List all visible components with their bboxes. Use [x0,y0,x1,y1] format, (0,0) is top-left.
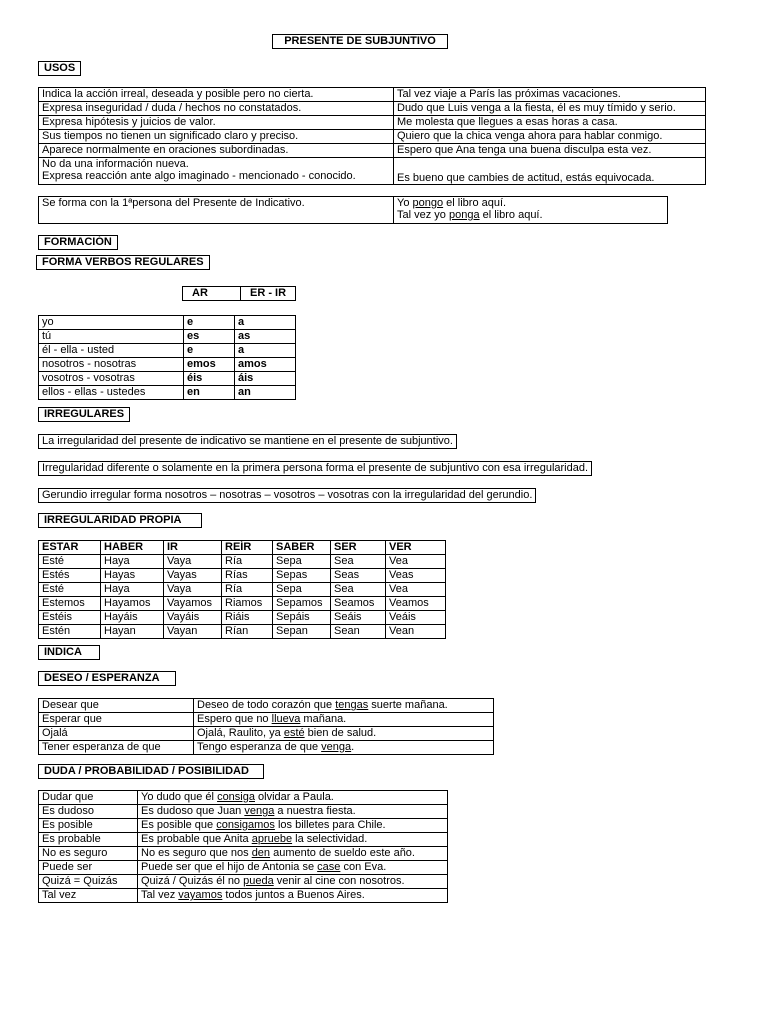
indica-heading: INDICA [38,645,100,660]
ending-er-ir: áis [235,372,296,386]
expression: Quizá = Quizás [39,875,138,889]
irregular-note: La irregularidad del presente de indicativo se mantiene en el presente de subjuntivo. [38,434,457,449]
formacion-heading: FORMACIÓN [38,235,118,250]
subjunctive-verb: pueda [243,875,274,887]
verb-form-cell: Estés [39,569,101,583]
expression: Puede ser [39,861,138,875]
ending-ar: es [184,330,235,344]
verb-form-cell: Vean [386,625,446,639]
verb-form-cell: Hayáis [101,611,164,625]
text: Tal vez [141,889,179,901]
table-row [39,88,706,102]
verb-form-cell: Sepáis [273,611,331,625]
example-sentence [194,699,494,713]
text: mañana. [300,713,347,725]
verb-form-cell: Vaya [164,583,222,597]
subjunctive-verb: consiga [217,791,255,803]
example-sentence [194,741,494,755]
verb-form-cell: Hayan [101,625,164,639]
pronoun: vosotros - vosotras [39,372,184,386]
col-estar: ESTAR [39,541,101,555]
uso-desc: Aparece normalmente en oraciones subordinadas. [39,144,394,158]
verb-form-cell: Vayas [164,569,222,583]
table-row [39,583,446,597]
text: los billetes para Chile. [274,819,386,831]
table-row [39,316,296,330]
verb-form-cell: Seamos [331,597,386,611]
table-row [39,197,668,224]
table-row [39,102,706,116]
text: el libro aquí. [443,197,507,209]
usos-heading: USOS [38,61,81,76]
table-row [183,287,296,301]
verb-form-cell: Esté [39,583,101,597]
verb-form-cell: Estén [39,625,101,639]
verb-form-cell: Haya [101,583,164,597]
uso-desc: Expresa inseguridad / duda / hechos no constatados. [39,102,394,116]
example-sentence [138,861,448,875]
verb-form-cell: Sea [331,555,386,569]
subjunctive-verb: tengas [335,699,369,711]
table-row [39,158,706,185]
uso-example [394,158,706,185]
usos-table [38,87,706,185]
verb-form-cell: Sean [331,625,386,639]
table-row [39,330,296,344]
text: aumento de sueldo este año. [270,847,415,859]
subjunctive-verb: venga [244,805,275,817]
forma-rule: Se forma con la 1ªpersona del Presente de Indicativo. [39,197,394,224]
text: . [351,741,355,753]
ending-er-ir: a [235,344,296,358]
col-saber: SABER [273,541,331,555]
verb-form-cell: Vaya [164,555,222,569]
text: Espero que no [197,713,272,725]
ending-er-ir: amos [235,358,296,372]
subjunctive-verb: venga [321,741,352,753]
ending-ar: e [184,316,235,330]
ending-er-ir: as [235,330,296,344]
verb-form-cell: Esté [39,555,101,569]
col-haber: HABER [101,541,164,555]
expression: Es probable [39,833,138,847]
table-row [39,372,296,386]
irregular-note: Gerundio irregular forma nosotros – nosotras – vosotros – vosotras con la irregularidad del gerundio. [38,488,536,503]
irregular-note: Irregularidad diferente o solamente en la primera persona forma el presente de subjuntivo con esa irregularidad. [38,461,592,476]
verb-form: pongo [412,197,444,209]
col-reir: REÍR [222,541,273,555]
text: No es seguro que nos [141,847,252,859]
verb-form-cell: Veas [386,569,446,583]
col-ir: IR [164,541,222,555]
table-row [39,386,296,400]
text: con Eva. [340,861,387,873]
regulares-heading: FORMA VERBOS REGULARES [36,255,210,270]
subjunctive-verb: consigamos [216,819,275,831]
table-row [39,344,296,358]
table-row [39,699,494,713]
verb-form-cell: Vayamos [164,597,222,611]
ending-er-ir: an [235,386,296,400]
col-ver: VER [386,541,446,555]
subjunctive-verb: llueva [271,713,301,725]
example-sentence [138,889,448,903]
irregulares-heading: IRREGULARES [38,407,130,422]
uso-desc: Expresa hipótesis y juicios de valor. [39,116,394,130]
expression: Esperar que [39,713,194,727]
pronoun: él - ella - usted [39,344,184,358]
expression: Tener esperanza de que [39,741,194,755]
expression: Desear que [39,699,194,713]
table-row [39,713,494,727]
text: Tal vez yo [397,209,449,221]
table-row [39,727,494,741]
uso-desc: Indica la acción irreal, deseada y posible pero no cierta. [39,88,394,102]
forma-examples [394,197,668,224]
table-row [39,555,446,569]
subjunctive-verb: case [317,861,341,873]
pronoun: ellos - ellas - ustedes [39,386,184,400]
duda-table [38,790,448,903]
table-row [39,116,706,130]
expression: Ojalá [39,727,194,741]
uso-example: Tal vez viaje a París las próximas vacaciones. [394,88,706,102]
verb-form-cell: Sepamos [273,597,331,611]
verb-form-cell: Sea [331,583,386,597]
table-row [39,597,446,611]
verb-form-cell: Riamos [222,597,273,611]
table-row [39,144,706,158]
forma-table [38,196,668,224]
verb-form-cell: Haya [101,555,164,569]
table-header-row [39,541,446,555]
expression: Tal vez [39,889,138,903]
subjunctive-verb: vayamos [178,889,223,901]
verb-form-cell: Vea [386,583,446,597]
table-row [39,625,446,639]
example-sentence [138,847,448,861]
example-sentence [194,713,494,727]
example-sentence [138,791,448,805]
endings-table [38,315,296,400]
verb-form-cell: Hayas [101,569,164,583]
text: suerte mañana. [368,699,448,711]
text: a nuestra fiesta. [274,805,356,817]
text: Yo dudo que él [141,791,218,803]
subjunctive-verb: esté [283,727,305,739]
col-ser: SER [331,541,386,555]
verb-form-cell: Sepas [273,569,331,583]
forma-example [397,197,664,209]
expression: No es seguro [39,847,138,861]
uso-example: Dudo que Luis venga a la fiesta, él es muy tímido y serio. [394,102,706,116]
verb-form-cell: Sepa [273,583,331,597]
uso-example: Me molesta que llegues a esas horas a casa. [394,116,706,130]
expression: Dudar que [39,791,138,805]
table-row [39,358,296,372]
ending-ar: emos [184,358,235,372]
ending-er-ir: a [235,316,296,330]
verb-form-cell: Vayan [164,625,222,639]
ending-ar: en [184,386,235,400]
text: todos juntos a Buenos Aires. [222,889,365,901]
text: la selectividad. [292,833,368,845]
text: Quizá / Quizás él no [141,875,244,887]
deseo-table [38,698,494,755]
verb-form-cell: Sepa [273,555,331,569]
table-row [39,791,448,805]
example-sentence [138,875,448,889]
text: Es posible que [141,819,217,831]
expression: Es dudoso [39,805,138,819]
table-row [39,833,448,847]
uso-desc [39,158,394,185]
pronoun: tú [39,330,184,344]
text: venir al cine con nosotros. [273,875,405,887]
verb-form-cell: Vayáis [164,611,222,625]
verb-form: ponga [448,209,480,221]
verb-form-cell: Sepan [273,625,331,639]
table-row [39,611,446,625]
verb-form-cell: Seas [331,569,386,583]
text: Es dudoso que Juan [141,805,245,817]
verb-form-cell: Veamos [386,597,446,611]
subjunctive-verb: apruebe [251,833,293,845]
text: Puede ser que el hijo de Antonia se [141,861,318,873]
uso-example: Espero que Ana tenga una buena disculpa esta vez. [394,144,706,158]
ending-ar: éis [184,372,235,386]
uso-example: Quiero que la chica venga ahora para hablar conmigo. [394,130,706,144]
table-row [39,805,448,819]
table-row [39,861,448,875]
example-sentence [138,805,448,819]
deseo-heading: DESEO / ESPERANZA [38,671,176,686]
verb-form-cell: Ría [222,555,273,569]
verb-form-cell: Rías [222,569,273,583]
endings-header [182,286,296,301]
text: bien de salud. [304,727,377,739]
text: Tengo esperanza de que [197,741,322,753]
table-row [39,889,448,903]
text: Ojalá, Raulito, ya [197,727,284,739]
duda-heading: DUDA / PROBABILIDAD / POSIBILIDAD [38,764,264,779]
pronoun: yo [39,316,184,330]
subjunctive-verb: den [251,847,271,859]
verb-form-cell: Hayamos [101,597,164,611]
example-sentence [138,819,448,833]
uso-desc: Sus tiempos no tienen un significado claro y preciso. [39,130,394,144]
text: Yo [397,197,413,209]
uso-desc-line: No da una información nueva. [42,158,189,170]
verb-form-cell: Estemos [39,597,101,611]
table-row [39,875,448,889]
table-row [39,847,448,861]
header-er-ir: ER - IR [241,287,296,301]
text: el libro aquí. [479,209,543,221]
propia-heading: IRREGULARIDAD PROPIA [38,513,202,528]
verb-form-cell: Estéis [39,611,101,625]
ending-ar: e [184,344,235,358]
propia-table [38,540,446,639]
forma-example [397,209,664,221]
table-row [39,130,706,144]
verb-form-cell: Veáis [386,611,446,625]
uso-desc-line: Expresa reacción ante algo imaginado - mencionado - conocido. [42,170,356,182]
verb-form-cell: Rían [222,625,273,639]
header-ar: AR [183,287,241,301]
example-sentence [194,727,494,741]
verb-form-cell: Vea [386,555,446,569]
pronoun: nosotros - nosotras [39,358,184,372]
text: Deseo de todo corazón que [197,699,336,711]
expression: Es posible [39,819,138,833]
example-sentence [138,833,448,847]
verb-form-cell: Ría [222,583,273,597]
table-row [39,569,446,583]
text: olvidar a Paula. [254,791,334,803]
verb-form-cell: Seáis [331,611,386,625]
text: Es probable que Anita [141,833,252,845]
table-row [39,819,448,833]
uso-example-text: Es bueno que cambies de actitud, estás equivocada. [397,172,655,184]
page-title: PRESENTE DE SUBJUNTIVO [272,34,448,49]
verb-form-cell: Riáis [222,611,273,625]
table-row [39,741,494,755]
